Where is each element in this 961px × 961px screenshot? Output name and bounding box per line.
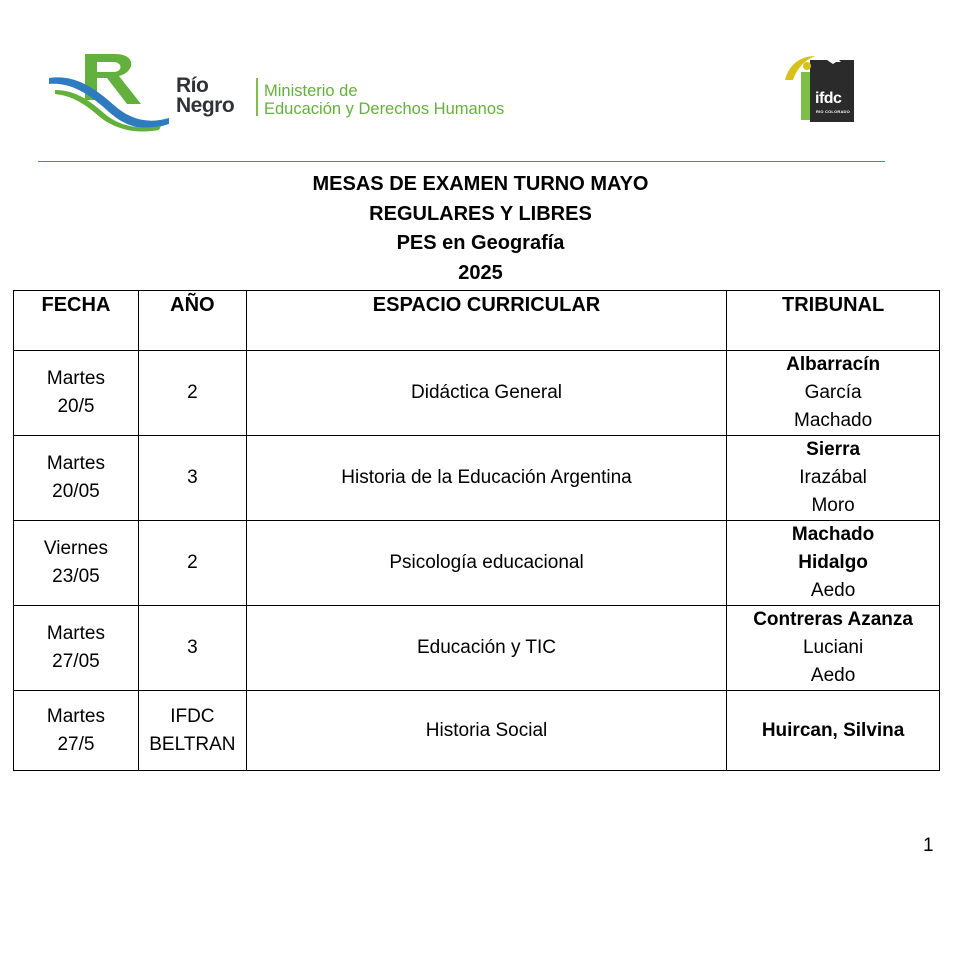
- cell-fecha: [14, 436, 139, 521]
- tribunal-member: Hidalgo: [798, 552, 868, 573]
- cell-anio: [138, 351, 246, 436]
- header-anio: AÑO: [138, 291, 246, 351]
- rio-negro-wordmark: [176, 76, 234, 116]
- table-row: [14, 521, 940, 606]
- anio-line: BELTRAN: [149, 733, 236, 755]
- cell-tribunal: [727, 691, 940, 771]
- fecha-line: Martes: [46, 705, 105, 727]
- tribunal-member: Aedo: [810, 580, 856, 601]
- cell-fecha: [14, 351, 139, 436]
- header-espacio: ESPACIO CURRICULAR: [246, 291, 726, 351]
- cell-espacio: Didáctica General: [246, 351, 726, 436]
- fecha-line: Martes: [46, 623, 105, 644]
- anio-line: 2: [187, 552, 198, 573]
- fecha-line: 27/05: [52, 651, 100, 672]
- cell-tribunal: [727, 436, 940, 521]
- header-divider: [38, 161, 885, 162]
- title-line-2: REGULARES Y LIBRES: [369, 202, 592, 225]
- table-row: [14, 606, 940, 691]
- anio-line: 3: [187, 637, 198, 658]
- fecha-line: Viernes: [43, 538, 108, 559]
- cell-anio: [138, 691, 246, 771]
- tribunal-member: Huircan, Silvina: [761, 719, 905, 741]
- table-row: [14, 691, 940, 771]
- cell-anio: [138, 521, 246, 606]
- cell-tribunal: [727, 521, 940, 606]
- title-line-4: 2025: [458, 261, 503, 284]
- tribunal-member: Machado: [791, 524, 875, 545]
- anio-line: 2: [187, 382, 198, 403]
- ministry-name: [264, 82, 504, 118]
- header-fecha: FECHA: [14, 291, 139, 351]
- anio-line: IFDC: [170, 705, 215, 727]
- rio-negro-logo: [45, 48, 525, 132]
- fecha-line: 23/05: [52, 566, 100, 587]
- table-row: [14, 351, 940, 436]
- fecha-line: Martes: [46, 453, 105, 474]
- tribunal-member: García: [804, 382, 862, 403]
- cell-fecha: [14, 521, 139, 606]
- ministry-line-2: Educación y Derechos Humanos: [264, 100, 505, 118]
- ifdc-logo-text: ifdc: [815, 90, 842, 107]
- cell-espacio: Educación y TIC: [246, 606, 726, 691]
- fecha-line: 27/5: [57, 733, 95, 755]
- tribunal-member: Albarracín: [786, 354, 881, 375]
- ministry-line-1: Ministerio de: [264, 82, 358, 100]
- cell-fecha: [14, 606, 139, 691]
- cell-espacio: Psicología educacional: [246, 521, 726, 606]
- cell-espacio: Historia de la Educación Argentina: [246, 436, 726, 521]
- cell-fecha: [14, 691, 139, 771]
- title-line-1: MESAS DE EXAMEN TURNO MAYO: [312, 173, 649, 195]
- logo-line-rio: Río: [176, 74, 209, 97]
- tribunal-member: Contreras Azanza: [753, 609, 913, 630]
- cell-espacio: Historia Social: [246, 691, 726, 771]
- table-header-row: [14, 291, 940, 351]
- cell-anio: [138, 606, 246, 691]
- tribunal-member: Sierra: [806, 439, 861, 460]
- fecha-line: Martes: [46, 368, 105, 389]
- logo-separator: [256, 78, 258, 116]
- cell-anio: [138, 436, 246, 521]
- fecha-line: 20/5: [57, 396, 95, 417]
- tribunal-member: Machado: [794, 410, 873, 431]
- header-tribunal: TRIBUNAL: [727, 291, 940, 351]
- tribunal-member: Moro: [811, 495, 855, 516]
- exam-schedule-table: [13, 290, 940, 771]
- logo-line-negro: Negro: [176, 94, 235, 117]
- anio-line: 3: [187, 467, 198, 488]
- rio-negro-emblem-icon: [45, 48, 175, 132]
- cell-tribunal: [727, 351, 940, 436]
- tribunal-member: Luciani: [802, 637, 864, 658]
- table-row: [14, 436, 940, 521]
- page-number: 1: [923, 835, 934, 856]
- title-line-3: PES en Geografía: [396, 232, 565, 254]
- fecha-line: 20/05: [52, 481, 100, 502]
- tribunal-member: Irazábal: [799, 467, 867, 488]
- cell-tribunal: [727, 606, 940, 691]
- document-title: [0, 170, 961, 288]
- ifdc-logo-subtext: RIO COLORADO: [816, 109, 850, 114]
- tribunal-member: Aedo: [810, 665, 856, 686]
- ifdc-logo: [783, 50, 857, 124]
